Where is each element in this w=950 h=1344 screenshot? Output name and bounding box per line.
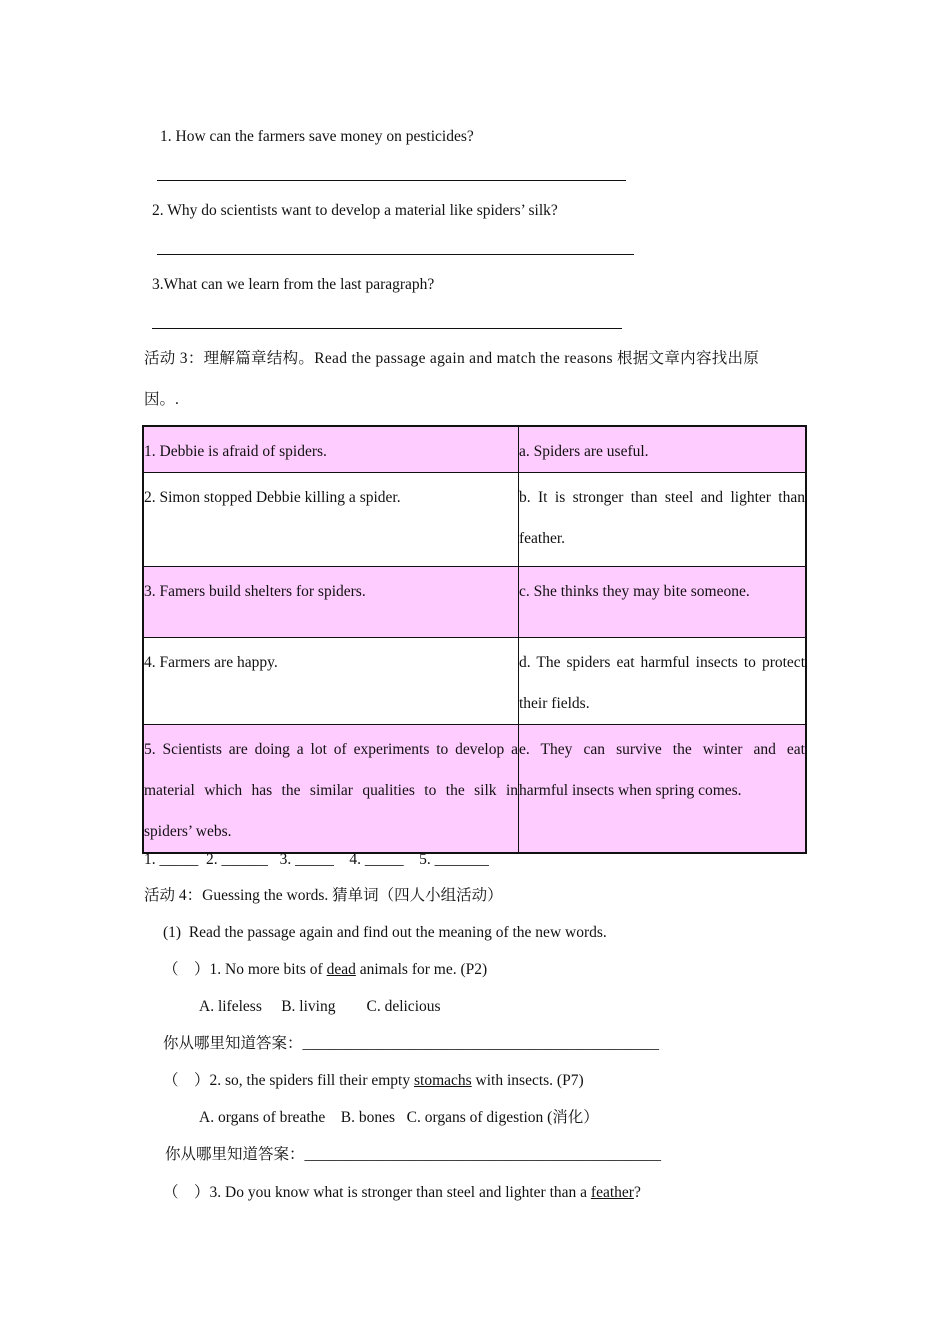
cause-cell: e. They can survive the winter and eat harmful insects when spring comes. — [519, 725, 807, 854]
table-row — [143, 638, 806, 725]
table-row — [143, 426, 806, 473]
table-row — [143, 567, 806, 638]
reason-cell: 5. Scientists are doing a lot of experiments to develop a material which has the similar qualities to the silk in spiders’ webs. — [143, 725, 519, 854]
how-know-2[interactable]: 你从哪里知道答案：______________________________________________ — [165, 1146, 662, 1163]
reason-cell: 2. Simon stopped Debbie killing a spider. — [143, 473, 519, 567]
reason-cell: 4. Farmers are happy. — [143, 638, 519, 725]
answer-line-2[interactable] — [157, 254, 634, 255]
question-1: 1. How can the farmers save money on pesticides? — [160, 128, 474, 145]
reason-cell: 1. Debbie is afraid of spiders. — [143, 426, 519, 473]
item-2-options: A. organs of breathe B. bones C. organs of digestion (消化） — [199, 1109, 599, 1126]
answers-line[interactable]: 1. _____ 2. ______ 3. _____ 4. _____ 5. _______ — [144, 851, 489, 868]
item-1-options: A. lifeless B. living C. delicious — [199, 998, 441, 1015]
answer-line-1[interactable] — [157, 180, 626, 181]
activity-4-heading: 活动 4：Guessing the words. 猜单词（四人小组活动） — [144, 887, 503, 904]
keyword-dead: dead — [326, 961, 356, 978]
item-2: （ ）2. so, the spiders fill their empty stomachs with insects. (P7) — [163, 1072, 584, 1089]
cause-cell: c. She thinks they may bite someone. — [519, 567, 807, 638]
keyword-feather: feather — [590, 1184, 634, 1201]
activity-3-heading-cont: 因。. — [144, 391, 179, 408]
table-row — [143, 725, 806, 854]
how-know-1[interactable]: 你从哪里知道答案：______________________________________________ — [163, 1035, 660, 1052]
reason-cell: 3. Famers build shelters for spiders. — [143, 567, 519, 638]
matching-table — [142, 425, 807, 854]
answer-line-3[interactable] — [152, 328, 622, 329]
table-row — [143, 473, 806, 567]
cause-cell: b. It is stronger than steel and lighter than feather. — [519, 473, 807, 567]
keyword-stomachs: stomachs — [413, 1072, 472, 1089]
item-1: （ ）1. No more bits of dead animals for me. (P2) — [163, 961, 488, 978]
activity-4-instruction: (1) Read the passage again and find out the meaning of the new words. — [163, 924, 607, 941]
cause-cell: a. Spiders are useful. — [519, 426, 807, 473]
question-3: 3.What can we learn from the last paragraph? — [152, 276, 435, 293]
cause-cell: d. The spiders eat harmful insects to protect their fields. — [519, 638, 807, 725]
activity-3-heading: 活动 3：理解篇章结构。Read the passage again and match the reasons 根据文章内容找出原 — [144, 350, 760, 367]
question-2: 2. Why do scientists want to develop a material like spiders’ silk? — [152, 202, 558, 219]
item-3: （ ）3. Do you know what is stronger than steel and lighter than a feather? — [163, 1184, 641, 1201]
